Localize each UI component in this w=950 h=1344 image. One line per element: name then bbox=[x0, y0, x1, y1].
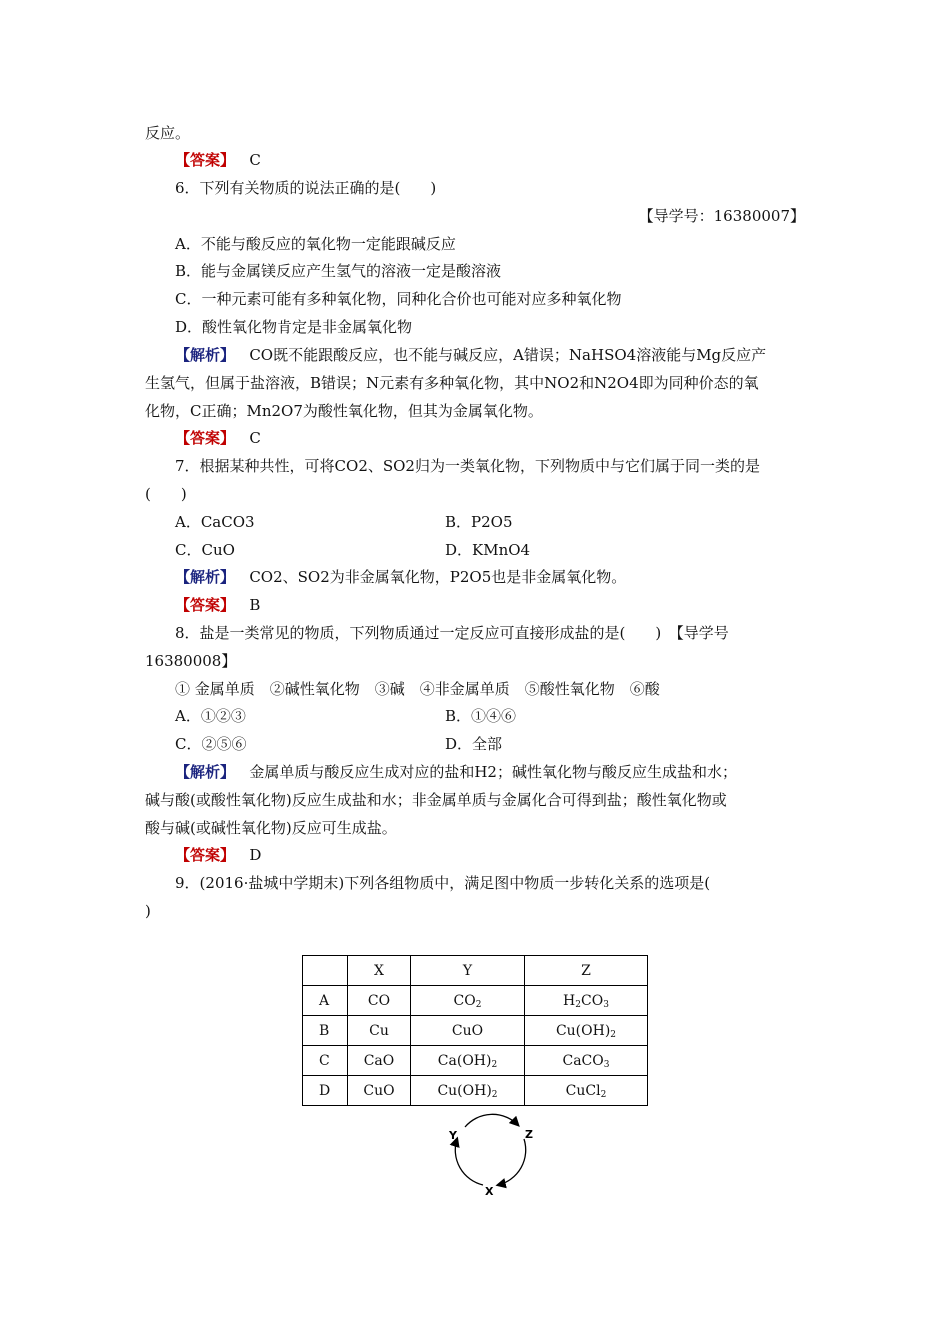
answer-label: 【答案】 bbox=[175, 846, 236, 864]
analysis-label: 【解析】 bbox=[175, 763, 236, 781]
q8-option-d: D．全部 bbox=[445, 735, 503, 753]
q8-analysis-line-2: 碱与酸(或酸性氧化物)反应生成盐和水；非金属单质与金属化合可得到盐；酸性氧化物或 bbox=[145, 791, 727, 809]
intro-text: 反应。 bbox=[145, 124, 191, 142]
q8-option-c: C．②⑤⑥ bbox=[175, 735, 247, 753]
q8-analysis-line-1: 【解析】 金属单质与酸反应生成对应的盐和H2；碱性氧化物与酸反应生成盐和水； bbox=[175, 763, 737, 781]
q7-answer: B bbox=[249, 596, 261, 614]
table-header-cell bbox=[303, 956, 348, 986]
table-cell: $H_2CO_3$ bbox=[525, 986, 648, 1016]
q5-answer-line bbox=[175, 150, 261, 170]
node-z: Z bbox=[525, 1128, 533, 1141]
q7-answer-line bbox=[175, 595, 260, 615]
q9-stem-1: 9．(2016·盐城中学期末)下列各组物质中，满足图中物质一步转化关系的选项是( bbox=[175, 874, 711, 892]
q8-analysis-line-3: 酸与碱(或碱性氧化物)反应可生成盐。 bbox=[145, 819, 397, 837]
table-cell: CuO bbox=[411, 1016, 525, 1046]
arrow-y-to-z bbox=[465, 1114, 518, 1127]
arrow-x-to-y bbox=[455, 1139, 483, 1185]
q6-option-a: A．不能与酸反应的氧化物一定能跟碱反应 bbox=[175, 235, 456, 253]
table-cell: C bbox=[303, 1046, 348, 1076]
table-cell: $Cu(OH)_2$ bbox=[525, 1016, 648, 1046]
q6-answer: C bbox=[249, 429, 261, 447]
q7-option-d: D．KMnO4 bbox=[445, 541, 531, 559]
q8-answer: D bbox=[249, 846, 262, 864]
table-cell: CO bbox=[348, 986, 411, 1016]
q7-option-c: C．CuO bbox=[175, 541, 235, 559]
q6-analysis-line-2: 生氢气，但属于盐溶液，B错误；N元素有多种氧化物，其中NO2和N2O4即为同种价态的氧 bbox=[145, 374, 759, 392]
table-cell: $Ca(OH)_2$ bbox=[411, 1046, 525, 1076]
table-cell: CaO bbox=[348, 1046, 411, 1076]
table-header-cell: Z bbox=[525, 956, 648, 986]
q6-analysis-line-1: 【解析】 CO既不能跟酸反应，也不能与碱反应，A错误；NaHSO4溶液能与Mg反应产 bbox=[175, 346, 767, 364]
table-cell: D bbox=[303, 1076, 348, 1106]
q9-options-table bbox=[302, 955, 648, 1106]
q6-analysis-line-3: 化物，C正确；Mn2O7为酸性氧化物，但其为金属氧化物。 bbox=[145, 402, 543, 420]
q7-option-b: B．P2O5 bbox=[445, 513, 513, 531]
table-header-row bbox=[303, 956, 648, 986]
table-row bbox=[303, 1046, 648, 1076]
answer-label: 【答案】 bbox=[175, 596, 236, 614]
q6-option-d: D．酸性氧化物肯定是非金属氧化物 bbox=[175, 318, 413, 336]
table-row bbox=[303, 986, 648, 1016]
table-header-cell: X bbox=[348, 956, 411, 986]
arrow-z-to-x bbox=[498, 1139, 526, 1185]
q6-guide-number: 【导学号：16380007】 bbox=[638, 207, 805, 225]
node-y: Y bbox=[449, 1129, 457, 1142]
table-cell: CaCO$_3$ bbox=[525, 1046, 648, 1076]
table-cell: B bbox=[303, 1016, 348, 1046]
q7-stem-2: ( ) bbox=[145, 485, 187, 503]
table-row bbox=[303, 1076, 648, 1106]
q8-items: ① 金属单质 ②碱性氧化物 ③碱 ④非金属单质 ⑤酸性氧化物 ⑥酸 bbox=[175, 680, 660, 698]
q8-stem-2: 16380008】 bbox=[145, 652, 237, 670]
node-x: X bbox=[485, 1185, 494, 1198]
answer-label: 【答案】 bbox=[175, 429, 236, 447]
q6-option-b: B．能与金属镁反应产生氢气的溶液一定是酸溶液 bbox=[175, 262, 502, 280]
table-cell: CuCl$_2$ bbox=[525, 1076, 648, 1106]
q6-option-c: C．一种元素可能有多种氧化物，同种化合价也可能对应多种氧化物 bbox=[175, 290, 622, 308]
table-cell: $CO_2$ bbox=[411, 986, 525, 1016]
q8-option-b: B．①④⑥ bbox=[445, 707, 517, 725]
table-cell: Cu bbox=[348, 1016, 411, 1046]
q8-option-a: A．①②③ bbox=[175, 707, 246, 725]
q7-stem-1: 7．根据某种共性，可将CO2、SO2归为一类氧化物，下列物质中与它们属于同一类的是 bbox=[175, 457, 760, 475]
table-row bbox=[303, 1016, 648, 1046]
q7-analysis-line: 【解析】 CO2、SO2为非金属氧化物，P2O5也是非金属氧化物。 bbox=[175, 568, 627, 586]
q8-stem-1: 8．盐是一类常见的物质，下列物质通过一定反应可直接形成盐的是( ) 【导学号 bbox=[175, 624, 729, 642]
q7-option-a: A．CaCO3 bbox=[175, 513, 255, 531]
analysis-label: 【解析】 bbox=[175, 568, 236, 586]
cycle-diagram bbox=[445, 1103, 540, 1198]
answer-label: 【答案】 bbox=[175, 151, 236, 169]
q5-answer: C bbox=[249, 151, 261, 169]
q8-answer-line bbox=[175, 845, 261, 865]
table-cell: $Cu(OH)_2$ bbox=[411, 1076, 525, 1106]
table-cell: A bbox=[303, 986, 348, 1016]
q9-stem-2: ) bbox=[145, 902, 151, 920]
q6-answer-line bbox=[175, 428, 261, 448]
q6-stem: 6．下列有关物质的说法正确的是( ) bbox=[175, 179, 437, 197]
analysis-label: 【解析】 bbox=[175, 346, 236, 364]
table-cell: CuO bbox=[348, 1076, 411, 1106]
table-header-cell: Y bbox=[411, 956, 525, 986]
